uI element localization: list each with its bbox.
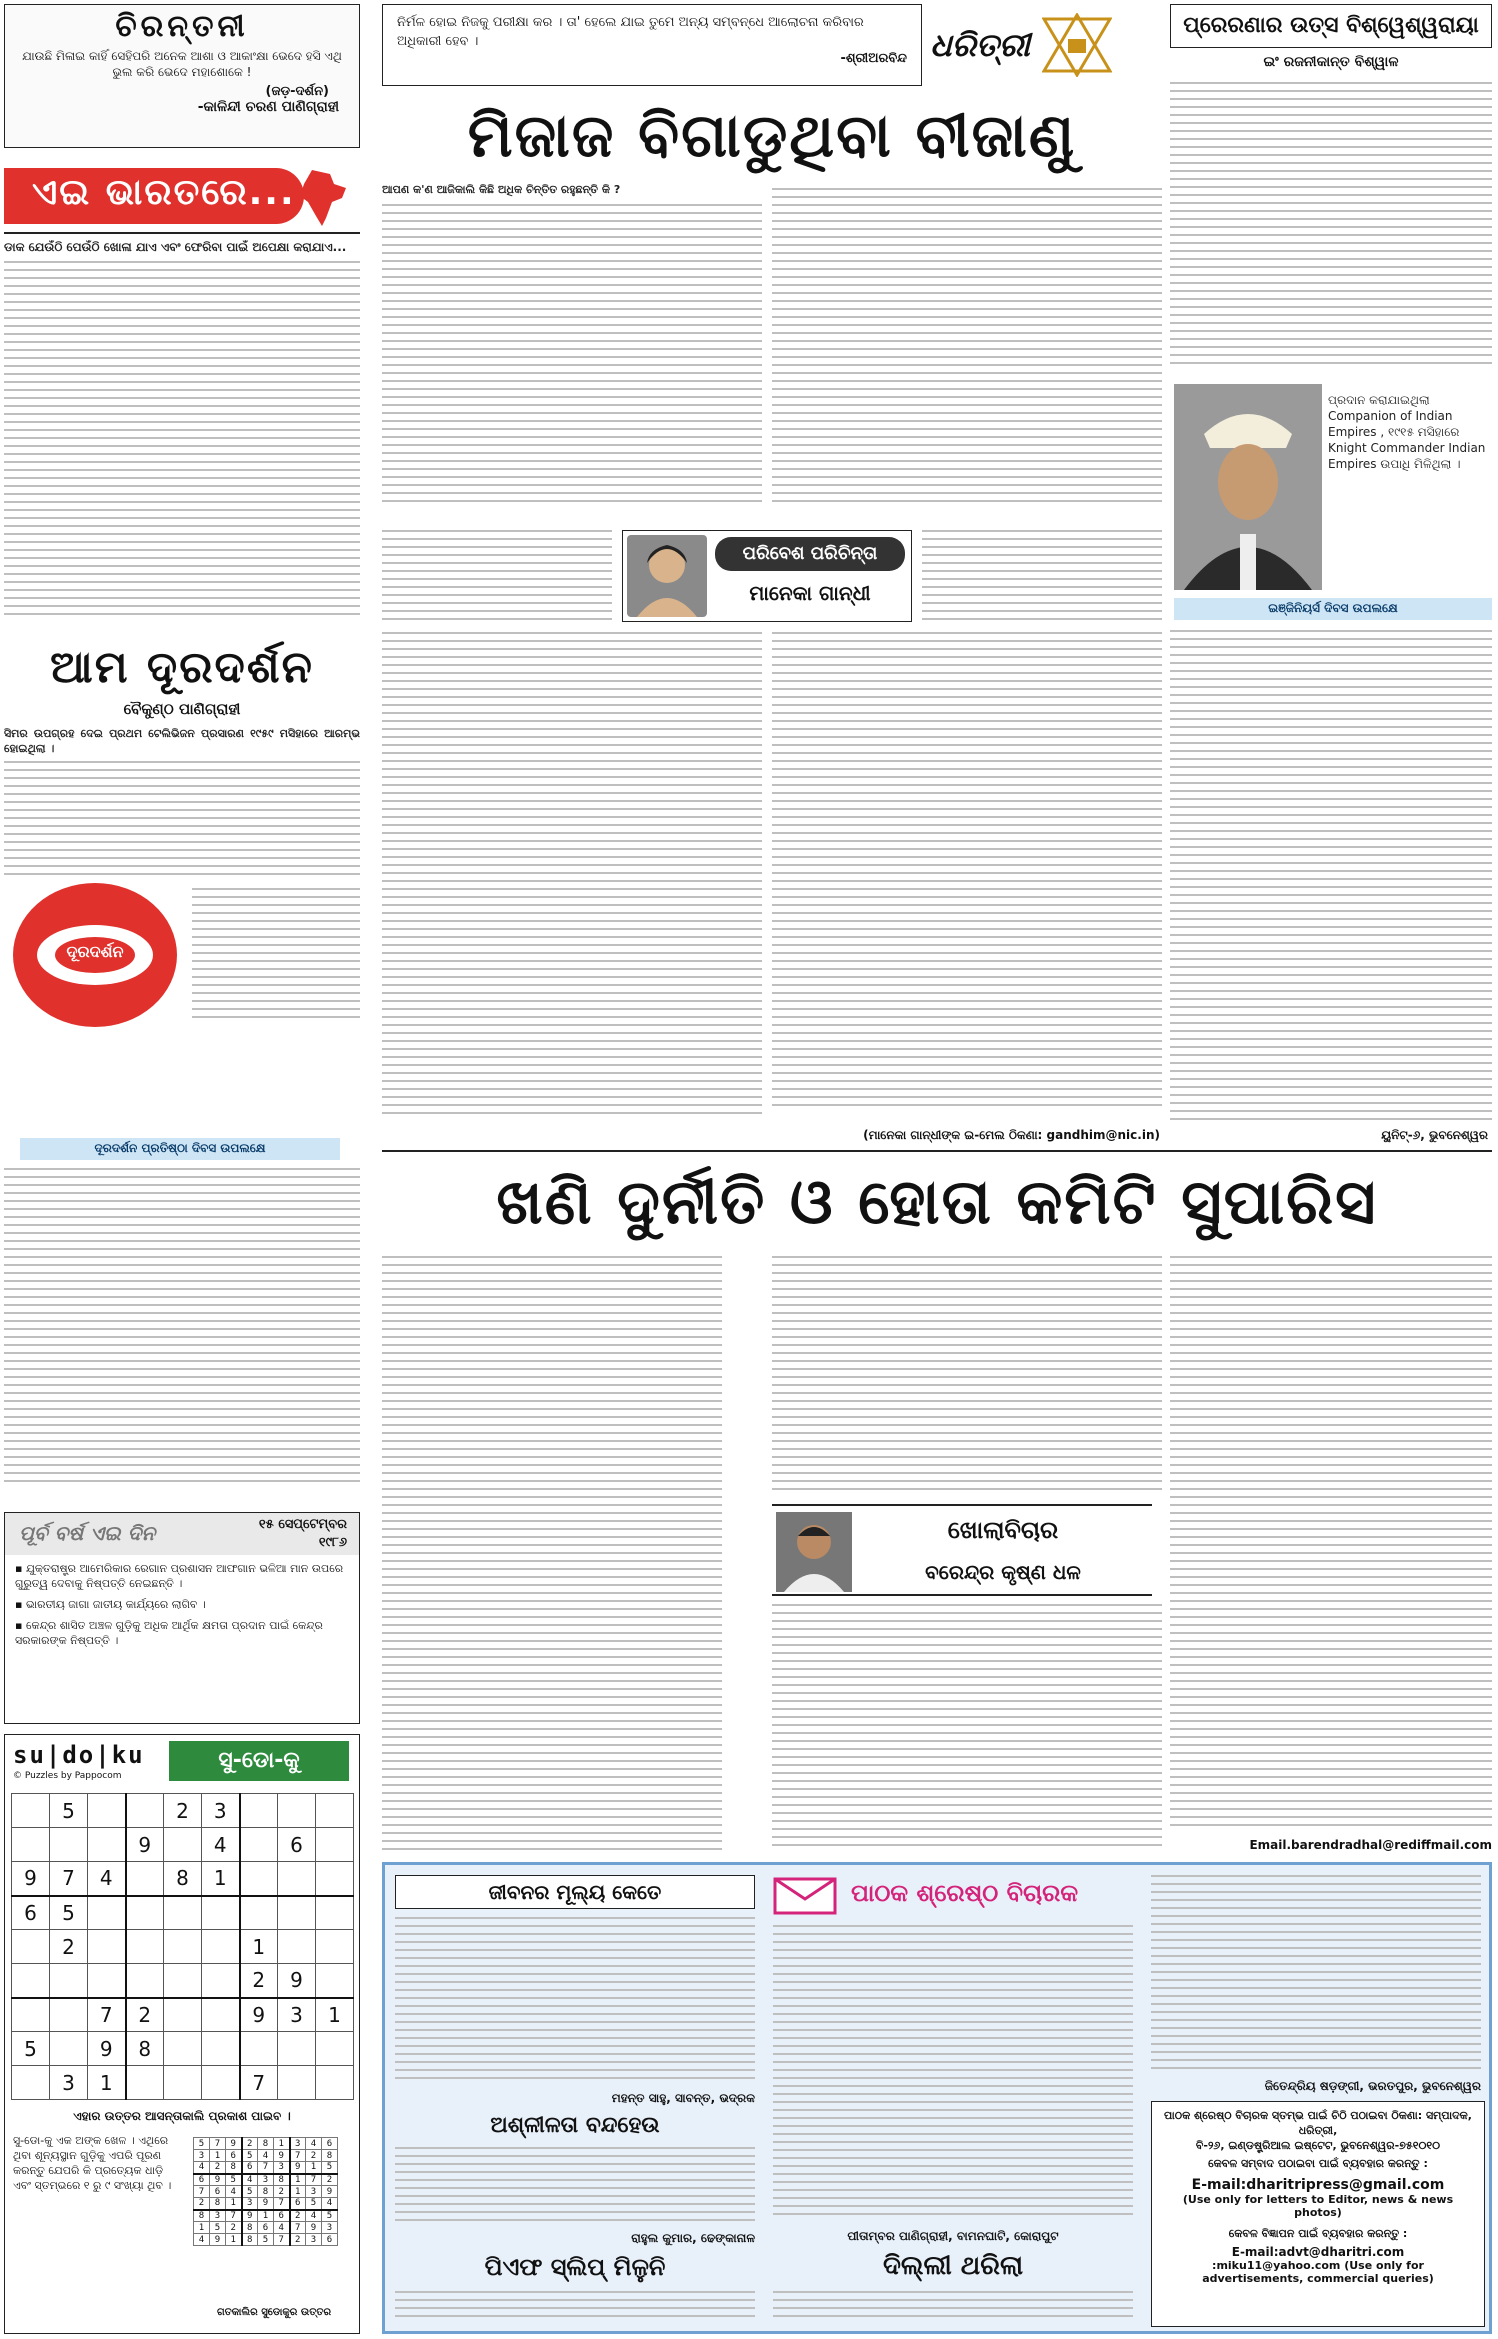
solution-cell: 9	[274, 2150, 290, 2162]
solution-cell: 1	[258, 2210, 274, 2222]
solution-cell: 4	[274, 2222, 290, 2234]
dharitri-logo	[930, 10, 1150, 80]
solution-cell: 1	[226, 2198, 242, 2210]
sudoku-cell[interactable]: 9	[126, 1828, 164, 1862]
solution-cell: 6	[274, 2210, 290, 2222]
sudoku-cell[interactable]	[126, 1930, 164, 1964]
khani-col-3	[1170, 1256, 1492, 1836]
sudoku-cell[interactable]	[316, 1964, 354, 1998]
solution-cell: 3	[306, 2234, 322, 2246]
sudoku-cell[interactable]	[126, 1794, 164, 1828]
sudoku-cell[interactable]	[50, 1964, 88, 1998]
solution-cell: 8	[322, 2150, 338, 2162]
solution-cell: 6	[242, 2162, 258, 2174]
mijaj-col-1b	[382, 530, 612, 630]
solution-cell: 3	[194, 2150, 210, 2162]
solution-cell: 1	[306, 2162, 322, 2174]
sudoku-cell[interactable]	[126, 1896, 164, 1930]
letter1-title: ଜୀବନର ମୂଲ୍ୟ କେତେ	[395, 1875, 755, 1909]
sudoku-cell[interactable]: 9	[278, 1964, 316, 1998]
address-line1: ପାଠକ ଶ୍ରେଷ୍ଠ ବିଚାରକ ସ୍ତମ୍ଭ ପାଇଁ ଚିଠି ପଠାଇବା ଠିକଣା: ସମ୍ପାଦକ, ଧରିତ୍ରୀ,	[1164, 2109, 1472, 2137]
purba-item: ▪ ଯୁକ୍ତରାଷ୍ଟ୍ର ଆମେରିକାର ରେଗାନ ପ୍ରଶାସନ ଆଫଗାନ ଭଳିଆ ମାନ ଉପରେ ଗୁରୁତ୍ୱ ଦେବାକୁ ନିଷ୍ପତ୍ତି ନେଇଛନ୍ତି ।	[15, 1562, 344, 1590]
letters-box	[382, 1862, 1492, 2334]
mijaj-col-2	[772, 188, 1162, 518]
letter6-sign: ଜିତେନ୍ଦ୍ରିୟ ଷଡ଼ଙ୍ଗୀ, ଭରତପୁର, ଭୁବନେଶ୍ୱର	[1264, 2079, 1481, 2093]
solution-cell: 8	[210, 2198, 226, 2210]
solution-cell: 5	[242, 2150, 258, 2162]
sudoku-yesterday-label: ଗତକାଲିର ସୁଡୋକୁର ଉତ୍ତର	[216, 2307, 332, 2318]
sudoku-cell[interactable]: 9	[88, 2032, 126, 2066]
mijaj-headline: ମିଜାଜ ବିଗାଡୁଥିବା ବୀଜାଣୁ	[467, 101, 1077, 171]
masthead-logo-text: ଧରିତ୍ରୀ	[930, 25, 1030, 64]
email-label: କେବଳ ସମ୍ବାଦ ପଠାଇବା ପାଇଁ ବ୍ୟବହାର କରନ୍ତୁ :	[1208, 2157, 1428, 2170]
letters-title: ପାଠକ ଶ୍ରେଷ୍ଠ ବିଚାରକ	[851, 1879, 1079, 1907]
sudoku-cell[interactable]: 2	[126, 1998, 164, 2032]
solution-cell: 6	[322, 2138, 338, 2150]
ad-label: କେବଳ ବିଜ୍ଞାପନ ପାଇଁ ବ୍ୟବହାର କରନ୍ତୁ :	[1228, 2227, 1408, 2240]
sudoku-cell[interactable]	[202, 1896, 240, 1930]
section-divider	[382, 1150, 1492, 1152]
sudoku-cell[interactable]	[12, 1794, 50, 1828]
star-emblem-icon	[1042, 13, 1112, 77]
solution-cell: 7	[258, 2162, 274, 2174]
sudoku-cell[interactable]	[278, 1896, 316, 1930]
aam-doordarshan-lead	[4, 726, 360, 876]
sudoku-cell[interactable]: 5	[12, 2032, 50, 2066]
sudoku-cell[interactable]: 7	[88, 1998, 126, 2032]
solution-cell: 3	[306, 2186, 322, 2198]
doordarshan-body	[4, 1168, 360, 1508]
sudoku-cell[interactable]	[50, 1998, 88, 2032]
prerana-caption: ଇଞ୍ଜିନିୟର୍ସ ଦିବସ ଉପଲକ୍ଷେ	[1174, 598, 1492, 620]
solution-cell: 4	[226, 2186, 242, 2198]
sudoku-cell[interactable]	[316, 1930, 354, 1964]
solution-cell: 4	[242, 2174, 258, 2186]
solution-cell: 5	[194, 2138, 210, 2150]
sudoku-cell[interactable]	[316, 1862, 354, 1896]
address-box	[1151, 2101, 1485, 2327]
doordarshan-caption: ଦୂରଦର୍ଶନ ପ୍ରତିଷ୍ଠା ଦିବସ ଉପଲକ୍ଷେ	[20, 1138, 340, 1160]
ei-bharatare-lead: ଡାକ ଯେଉଁଠି ପେଉଁଠି ଖୋଳା ଯାଏ ଏବଂ ଫେରିବା ପାଇଁ ଅପେକ୍ଷା କରାଯାଏ...	[4, 240, 347, 254]
solution-cell: 8	[242, 2234, 258, 2246]
solution-cell: 2	[226, 2222, 242, 2234]
chirantani-title: ଚିରନ୍ତନୀ	[115, 9, 249, 44]
prerana-title-box	[1170, 4, 1492, 48]
masthead-quote: ନିର୍ମଳ ହୋଇ ନିଜକୁ ପରୀକ୍ଷା କର । ତା' ହେଲେ ଯାଇ ତୁମେ ଅନ୍ୟ ସମ୍ବନ୍ଧେ ଆଲୋଚନା କରିବାର ଅଧିକାରୀ ହେବ ।	[397, 15, 864, 49]
sudoku-cell[interactable]: 6	[12, 1896, 50, 1930]
sudoku-cell[interactable]	[202, 1930, 240, 1964]
solution-cell: 3	[210, 2210, 226, 2222]
sudoku-cell[interactable]: 3	[50, 2066, 88, 2100]
masthead-quote-author: -ଶ୍ରୀଅରବିନ୍ଦ	[840, 51, 907, 66]
sudoku-cell[interactable]	[240, 1896, 278, 1930]
kholabichara-author: ବରେନ୍ଦ୍ର କୃଷ୍ଣ ଧଳ	[925, 1560, 1081, 1584]
solution-cell: 5	[242, 2186, 258, 2198]
chirantani-source: (ଜଡ଼-ଦର୍ଶନ)	[265, 84, 329, 99]
solution-cell: 2	[242, 2138, 258, 2150]
mijaj-col-2c	[772, 632, 1162, 1122]
sudoku-cell[interactable]	[12, 1930, 50, 1964]
purba-barsha-box	[4, 1512, 360, 1724]
mijaj-col-1c	[382, 632, 762, 1122]
solution-cell: 2	[194, 2198, 210, 2210]
solution-cell: 2	[322, 2174, 338, 2186]
sudoku-cell[interactable]	[12, 1998, 50, 2032]
columnist-photo	[627, 535, 707, 617]
khani-email: Email.barendradhal@rediffmail.com	[1249, 1838, 1492, 1852]
ei-bharatare-body	[4, 240, 360, 640]
sudoku-cell[interactable]: 1	[202, 1862, 240, 1896]
solution-cell: 7	[274, 2234, 290, 2246]
solution-cell: 9	[258, 2198, 274, 2210]
prerana-signoff: ୟୁନିଟ୍-୬, ଭୁବନେଶ୍ୱର	[1381, 1128, 1488, 1142]
sudoku-cell[interactable]	[202, 1964, 240, 1998]
purba-item: ▪ ଭାରତୀୟ ଜାଗା ଜାତୀୟ କାର୍ଯ୍ୟରେ ଲାଗିବ ।	[15, 1598, 206, 1611]
sudoku-cell[interactable]	[316, 1896, 354, 1930]
sudoku-cell[interactable]	[126, 2066, 164, 2100]
doordarshan-logo-text: ଦୂରଦର୍ଶନ	[66, 942, 124, 961]
solution-cell: 2	[210, 2162, 226, 2174]
sudoku-cell[interactable]: 8	[126, 2032, 164, 2066]
email-editor[interactable]: E-mail:dharitripress@gmail.com	[1191, 2177, 1445, 2193]
kholabichara-box	[772, 1504, 1152, 1596]
sudoku-cell[interactable]	[240, 1862, 278, 1896]
sudoku-cell[interactable]	[164, 1896, 202, 1930]
sudoku-by: © Puzzles by Pappocom	[13, 1771, 122, 1781]
sudoku-cell[interactable]	[240, 1828, 278, 1862]
purba-barsha-date: ୧୫ ସେପ୍ଟେମ୍ବର	[258, 1517, 347, 1532]
ei-bharatare-title: ଏଇ ଭାରତରେ...	[32, 172, 296, 213]
letter5-title: ଦିଲ୍ଲୀ ଥରିଲା	[882, 2251, 1024, 2281]
aam-doordarshan-lead-text: ସିମର ଉପଗ୍ରହ ଦେଇ ପ୍ରଥମ ଟେଲିଭିଜନ ପ୍ରସାରଣ ୧୯୫୯ ମସିହାରେ ଆରମ୍ଭ ହୋଇଥିଲା ।	[4, 727, 360, 755]
sudoku-cell[interactable]	[278, 1930, 316, 1964]
solution-cell: 2	[306, 2150, 322, 2162]
solution-cell: 5	[226, 2174, 242, 2186]
sudoku-cell[interactable]	[88, 1828, 126, 1862]
india-map-icon	[294, 168, 352, 228]
sudoku-cell[interactable]: 9	[12, 1862, 50, 1896]
sudoku-title: ସୁ-ଡୋ-କୁ	[169, 1741, 349, 1781]
solution-cell: 2	[290, 2210, 306, 2222]
sudoku-cell[interactable]	[12, 1964, 50, 1998]
email-editor-note: (Use only for letters to Editor, news & news photos)	[1182, 2193, 1454, 2219]
solution-cell: 9	[306, 2222, 322, 2234]
solution-cell: 9	[242, 2210, 258, 2222]
sudoku-cell[interactable]	[316, 2032, 354, 2066]
doordarshan-logo	[10, 880, 180, 1030]
author-photo	[776, 1512, 852, 1592]
sudoku-grid[interactable]	[11, 1793, 354, 2100]
visvesvaraya-photo	[1174, 384, 1322, 590]
solution-cell: 7	[226, 2210, 242, 2222]
solution-cell: 7	[210, 2138, 226, 2150]
solution-cell: 8	[242, 2222, 258, 2234]
mijaj-col-2b	[922, 530, 1162, 630]
solution-cell: 4	[258, 2150, 274, 2162]
sudoku-cell[interactable]: 9	[240, 1998, 278, 2032]
solution-cell: 3	[274, 2162, 290, 2174]
sudoku-cell[interactable]	[164, 2032, 202, 2066]
purba-barsha-title: ପୂର୍ବ ବର୍ଷ ଏଇ ଦିନ	[19, 1521, 156, 1545]
sudoku-cell[interactable]: 6	[278, 1828, 316, 1862]
solution-cell: 9	[290, 2162, 306, 2174]
chirantani-author: -କାଳିନ୍ଦୀ ଚରଣ ପାଣିଗ୍ରାହୀ	[197, 99, 339, 115]
sudoku-header	[5, 1735, 359, 1787]
column-label: ପରିବେଶ ପରିଚିନ୍ତା	[715, 537, 905, 571]
sudoku-cell[interactable]	[202, 2066, 240, 2100]
sudoku-cell[interactable]	[240, 2032, 278, 2066]
email-advt[interactable]: E-mail:advt@dharitri.com	[1231, 2245, 1405, 2259]
sudoku-cell[interactable]	[278, 1862, 316, 1896]
letter2-title: ଅଶ୍ଳୀଳତା ବନ୍ଦହେଉ	[490, 2113, 660, 2138]
sudoku-cell[interactable]: 3	[278, 1998, 316, 2032]
doordarshan-side-text	[192, 888, 360, 1028]
purba-item: ▪ କେନ୍ଦ୍ର ଶାସିତ ଅଞ୍ଚଳ ଗୁଡ଼ିକୁ ଅଧିକ ଆର୍ଥିକ କ୍ଷମତା ପ୍ରଦାନ ପାଇଁ କେନ୍ଦ୍ର ସରକାରଙ୍କ ନିଷ୍ପତ୍ତି ।	[15, 1619, 323, 1647]
solution-cell: 4	[194, 2234, 210, 2246]
sudoku-cell[interactable]	[316, 1794, 354, 1828]
sudoku-box	[4, 1734, 360, 2334]
sudoku-cell[interactable]	[164, 1828, 202, 1862]
solution-cell: 1	[290, 2186, 306, 2198]
sudoku-cell[interactable]	[88, 1930, 126, 1964]
sudoku-cell[interactable]: 5	[50, 1794, 88, 1828]
aam-doordarshan-author: ବୈକୁଣ୍ଠ ପାଣିଗ୍ରାହୀ	[123, 700, 241, 718]
sudoku-solution-grid	[193, 2137, 338, 2246]
sudoku-cell[interactable]	[164, 1964, 202, 1998]
sudoku-cell[interactable]	[88, 1896, 126, 1930]
columnist-name: ମାନେକା ଗାନ୍ଧୀ	[749, 581, 871, 605]
sudoku-cell[interactable]	[278, 1794, 316, 1828]
prerana-body-1	[1170, 82, 1492, 378]
sudoku-cell[interactable]	[202, 1998, 240, 2032]
sudoku-cell[interactable]: 1	[316, 1998, 354, 2032]
solution-cell: 8	[258, 2138, 274, 2150]
mijaj-lead: ଆପଣ କ'ଣ ଆଜିକାଲି କିଛି ଅଧିକ ଚିନ୍ତିତ ରହୁଛନ୍ତି କି ?	[382, 182, 762, 198]
purba-barsha-year: ୧୯୮୬	[318, 1535, 347, 1550]
solution-cell: 3	[242, 2198, 258, 2210]
khani-headline: ଖଣି ଦୁର୍ନୀତି ଓ ହୋତା କମିଟି ସୁପାରିସ	[496, 1165, 1378, 1238]
solution-cell: 3	[322, 2222, 338, 2234]
solution-cell: 5	[210, 2222, 226, 2234]
sudoku-cell[interactable]	[126, 1964, 164, 1998]
letter2-sign: ରାହୁଲ କୁମାର, ଢେଙ୍କାନାଳ	[631, 2231, 755, 2245]
purba-item-text: ଯୁକ୍ତରାଷ୍ଟ୍ର ଆମେରିକାର ରେଗାନ ପ୍ରଶାସନ ଆଫଗାନ ଭଳିଆ ମାନ ଉପରେ ଗୁରୁତ୍ୱ ଦେବାକୁ ନିଷ୍ପତ୍ତି ନେଇଛନ୍ତି ।	[15, 1562, 344, 1590]
solution-cell: 7	[290, 2150, 306, 2162]
sudoku-rules: ସୁ-ଡୋ-କୁ ଏକ ଅଙ୍କ ଖେଳ । ଏଥିରେ ଥିବା ଶୂନ୍ୟସ୍ଥାନ ଗୁଡ଼ିକୁ ଏପରି ପୂରଣ କରନ୍ତୁ ଯେପରି କି ପ୍ରତ୍ୟେକ ଧାଡ଼ି ଏବଂ ସ୍ତମ୍ଭରେ ୧ ରୁ ୯ ସଂଖ୍ୟା ଥିବ ।	[13, 2134, 172, 2192]
sudoku-cell[interactable]: 1	[88, 2066, 126, 2100]
solution-cell: 4	[306, 2138, 322, 2150]
solution-cell: 2	[290, 2234, 306, 2246]
solution-cell: 9	[322, 2186, 338, 2198]
aam-doordarshan-title: ଆମ ଦୂରଦର୍ଶନ	[50, 642, 314, 693]
solution-cell: 8	[226, 2162, 242, 2174]
sudoku-cell[interactable]: 5	[50, 1896, 88, 1930]
solution-cell: 6	[290, 2198, 306, 2210]
solution-cell: 7	[290, 2222, 306, 2234]
khani-col-2a	[772, 1256, 1162, 1496]
sudoku-cell[interactable]: 8	[164, 1862, 202, 1896]
envelope-icon	[773, 1873, 843, 1917]
sudoku-cell[interactable]: 3	[202, 1794, 240, 1828]
sudoku-cell[interactable]: 2	[240, 1964, 278, 1998]
sudoku-cell[interactable]: 2	[50, 1930, 88, 1964]
solution-cell: 5	[306, 2198, 322, 2210]
kholabichara-label: ଖୋଲାବିଚାର	[947, 1516, 1059, 1544]
sudoku-cell[interactable]	[164, 1930, 202, 1964]
solution-cell: 6	[322, 2234, 338, 2246]
sudoku-cell[interactable]: 4	[202, 1828, 240, 1862]
letter4-body	[773, 1925, 1133, 2225]
letter4-sign: ପୀତାମ୍ବର ପାଣିଗ୍ରାହୀ, ବାମନଘାଟି, କୋରାପୁଟ	[847, 2229, 1059, 2243]
solution-cell: 4	[306, 2210, 322, 2222]
prerana-title: ପ୍ରେରଣାର ଉତ୍ସ ବିଶ୍ୱେଶ୍ୱରାୟା	[1183, 13, 1479, 38]
sudoku-cell[interactable]	[50, 1828, 88, 1862]
solution-cell: 1	[274, 2138, 290, 2150]
sudoku-logo: su|do|ku	[13, 1741, 145, 1769]
solution-cell: 9	[210, 2174, 226, 2186]
khani-col-2b	[772, 1604, 1162, 1854]
solution-cell: 8	[274, 2174, 290, 2186]
solution-cell: 8	[194, 2210, 210, 2222]
letter2-body	[395, 2147, 755, 2227]
sudoku-cell[interactable]	[316, 1828, 354, 1862]
sudoku-cell[interactable]	[202, 2032, 240, 2066]
solution-cell: 6	[210, 2186, 226, 2198]
masthead-quote-box	[382, 4, 922, 86]
solution-cell: 5	[322, 2162, 338, 2174]
sudoku-cell[interactable]	[240, 1794, 278, 1828]
sudoku-cell[interactable]: 2	[164, 1794, 202, 1828]
chirantani-quote: ଯାଉଛି ମିଳାଇ କାହିଁ ସେହିପରି ଅନେକ ଆଶା ଓ ଆକାଂକ୍ଷା ଭେଦେ ହସି ଏଥି ଭୁଲ କରି ଭେଦେ ମହାଶୋକେ !	[22, 49, 342, 79]
solution-cell: 7	[274, 2198, 290, 2210]
sudoku-cell[interactable]	[88, 1964, 126, 1998]
purba-barsha-header	[5, 1513, 359, 1555]
letter1-sign: ମହନ୍ତ ସାହୁ, ସାବନ୍ତ, ଭଦ୍ରକ	[611, 2091, 755, 2105]
solution-cell: 6	[258, 2222, 274, 2234]
solution-cell: 9	[226, 2138, 242, 2150]
sudoku-cell[interactable]	[278, 2032, 316, 2066]
sudoku-cell[interactable]	[12, 2066, 50, 2100]
solution-cell: 4	[194, 2162, 210, 2174]
letter6-body	[1151, 1875, 1481, 2075]
solution-cell: 5	[258, 2234, 274, 2246]
solution-cell: 2	[274, 2186, 290, 2198]
solution-cell: 6	[226, 2150, 242, 2162]
letters-section-title	[773, 1873, 1133, 1917]
prerana-author: ଇଂ ରଜନୀକାନ୍ତ ବିଶ୍ୱାଳ	[1263, 54, 1399, 70]
mijaj-email-line: (ମାନେକା ଗାନ୍ଧୀଙ୍କ ଇ-ମେଲ ଠିକଣା: gandhim@nic.in)	[863, 1128, 1160, 1142]
sudoku-cell[interactable]: 4	[88, 1862, 126, 1896]
solution-cell: 7	[194, 2186, 210, 2198]
solution-cell: 4	[322, 2198, 338, 2210]
address-line2: ବି-୨୬, ଇଣ୍ଡଷ୍ଟ୍ରିଆଲ ଇଷ୍ଟେଟ, ଭୁବନେଶ୍ୱର-୭୫୧୦୧୦	[1195, 2139, 1441, 2152]
solution-cell: 1	[210, 2150, 226, 2162]
solution-cell: 3	[258, 2174, 274, 2186]
solution-cell: 1	[226, 2234, 242, 2246]
columnist-box	[622, 530, 912, 622]
sudoku-cell[interactable]: 7	[240, 2066, 278, 2100]
sudoku-answer-note: ଏହାର ଉତ୍ତର ଆସନ୍ତାକାଲି ପ୍ରକାଶ ପାଇବ ।	[73, 2109, 291, 2123]
solution-cell: 9	[210, 2234, 226, 2246]
sudoku-cell[interactable]	[164, 2066, 202, 2100]
prerana-award-text: ପ୍ରଦାନ କରାଯାଇଥିଲା Companion of Indian Empires , ୧୯୧୫ ମସିହାରେ Knight Commander Indian Empires ଉପାଧି ମିଳିଥିଲା ।	[1328, 393, 1486, 471]
sudoku-cell[interactable]	[12, 1828, 50, 1862]
sudoku-cell[interactable]	[164, 1998, 202, 2032]
purba-item-text: ଭାରତୀୟ ଜାଗା ଜାତୀୟ କାର୍ଯ୍ୟରେ ଲାଗିବ ।	[25, 1598, 206, 1611]
letter3-body	[395, 2291, 755, 2327]
solution-cell: 1	[290, 2174, 306, 2186]
sudoku-cell[interactable]	[50, 2032, 88, 2066]
solution-cell: 3	[290, 2138, 306, 2150]
sudoku-cell[interactable]: 1	[240, 1930, 278, 1964]
sudoku-cell[interactable]	[88, 1794, 126, 1828]
letter5-body	[773, 2291, 1133, 2327]
prerana-body-2	[1170, 630, 1492, 1136]
sudoku-cell[interactable]	[278, 2066, 316, 2100]
letter3-title: ପିଏଫ ସ୍ଲିପ୍ ମିଳୁନି	[484, 2253, 666, 2281]
chirantani-box	[4, 4, 360, 148]
sudoku-cell[interactable]	[126, 1862, 164, 1896]
email-advt2[interactable]: :miku11@yahoo.com (Use only for advertisements, commercial queries)	[1202, 2259, 1434, 2285]
sudoku-cell[interactable]: 7	[50, 1862, 88, 1896]
letter1-body	[395, 1917, 755, 2087]
solution-cell: 5	[322, 2210, 338, 2222]
solution-cell: 8	[258, 2186, 274, 2198]
mijaj-col-1	[382, 188, 762, 518]
sudoku-cell[interactable]	[316, 2066, 354, 2100]
ei-bharatare-banner	[4, 158, 360, 234]
solution-cell: 1	[194, 2222, 210, 2234]
khani-col-1	[382, 1256, 722, 1856]
solution-cell: 6	[194, 2174, 210, 2186]
purba-item-text: କେନ୍ଦ୍ର ଶାସିତ ଅଞ୍ଚଳ ଗୁଡ଼ିକୁ ଅଧିକ ଆର୍ଥିକ କ୍ଷମତା ପ୍ରଦାନ ପାଇଁ କେନ୍ଦ୍ର ସରକାରଙ୍କ ନିଷ୍ପତ୍ତି ।	[15, 1619, 323, 1647]
solution-cell: 7	[306, 2174, 322, 2186]
